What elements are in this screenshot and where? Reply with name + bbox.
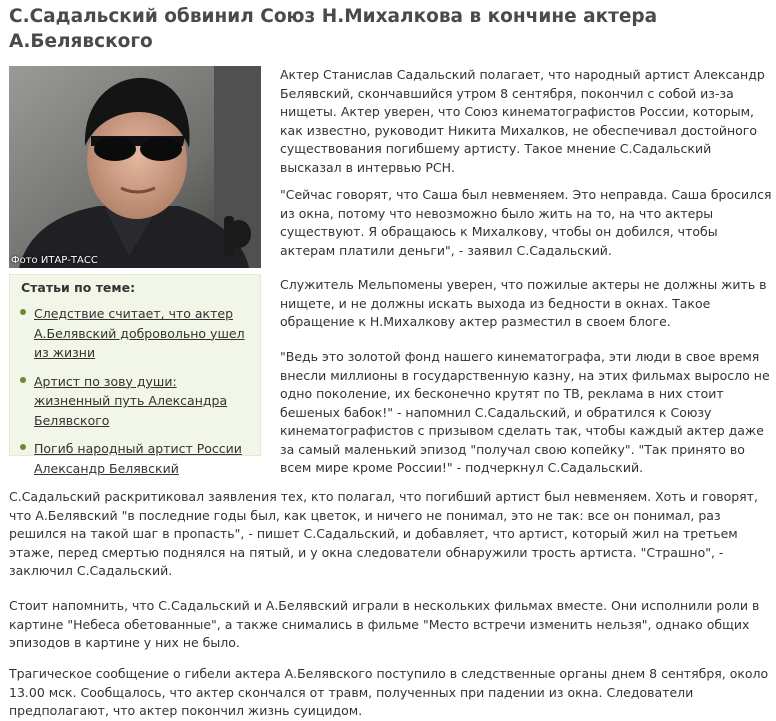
photo-credit: Фото ИТАР-ТАСС [11,255,98,266]
bullet-icon [20,444,26,450]
related-link[interactable]: Артист по зову души: жизненный путь Александра Белявского [34,373,228,428]
bullet-icon [20,309,26,315]
article-paragraph: Трагическое сообщение о гибели актера А.Белявского поступило в следственные органы днем 8 сентября, около 13.00 мск. Сообщалось, что актер скончался от травм, полученных при падении из окна. Следователи предполагают, что актер покончил жизнь суицидом. [9,666,769,718]
article-photo [9,66,261,268]
article-title: С.Садальский обвинил Союз Н.Михалкова в кончине актера А.Белявского [9,6,658,52]
article-paragraph: "Сейчас говорят, что Саша был невменяем. Это неправда. Саша бросился из окна, потому что невозможно было жить на то, на что актеры существуют. Я обращаюсь к Михалкову, чтобы он добился, чтобы актерам платили деньги", - заявил С.Садальский. [280,187,772,258]
related-title: Статьи по теме: [21,280,136,295]
photo-image [9,66,261,268]
article-paragraph: Стоит напомнить, что С.Садальский и А.Белявский играли в нескольких фильмах вместе. Они исполнили роли в картине "Небеса обетованные", а также снимались в фильме "Место встречи изменить нельзя", однако общих эпизодов в картине у них не было. [9,598,760,650]
list-item [18,303,254,362]
list-item [18,371,254,430]
related-list [18,303,254,486]
article-paragraph: С.Садальский раскритиковал заявления тех, кто полагал, что погибший артист был невменяем. Хоть и говорят, что А.Белявский "в последние годы был, как цветок, и ничего не понимал, это не так: все он понимал, раз решился на такой шаг в пропасть", - пишет С.Садальский, и добавляет, что артист, который жил на третьем этаже, перед смертью поднялся на пятый, и у окна следователи обнаружили трость артиста. "Страшно", - заключил С.Садальский. [9,489,758,578]
article-paragraph: Служитель Мельпомены уверен, что пожилые актеры не должны жить в нищете, и не должны искать выхода из бедности в окнах. Такое обращение к Н.Михалкову актер разместил в своем блоге. [280,277,767,329]
related-link[interactable]: Следствие считает, что актер А.Белявский добровольно ушел из жизни [34,306,245,360]
list-item [18,438,254,477]
bullet-icon [20,377,26,383]
article-paragraph: "Ведь это золотой фонд нашего кинематографа, эти люди в свое время внесли миллионы в государственную казну, на этих фильмах выросло не одно поколение, их бесконечно крутят по ТВ, реклама в них стоит бешеных бабок!" - напомнил С.Садальский, и обратился к Союзу кинематографистов с призывом сделать так, чтобы каждый актер даже за самый маленький эпизод "получал свою копейку". "Так принято во всем мире кроме России!" - подчеркнул С.Садальский. [280,349,770,475]
related-articles-box [9,274,261,476]
article-paragraph: Актер Станислав Садальский полагает, что народный артист Александр Белявский, скончавшийся утром 8 сентября, покончил с собой из-за нищеты. Актер уверен, что Союз кинематографистов России, которым, как известно, руководит Никита Михалков, не обеспечивал достойного существования погибшему артисту. Такое мнение С.Садальский высказал в интервью РСН. [280,67,765,175]
related-link[interactable]: Погиб народный артист России Александр Белявский [34,441,242,476]
